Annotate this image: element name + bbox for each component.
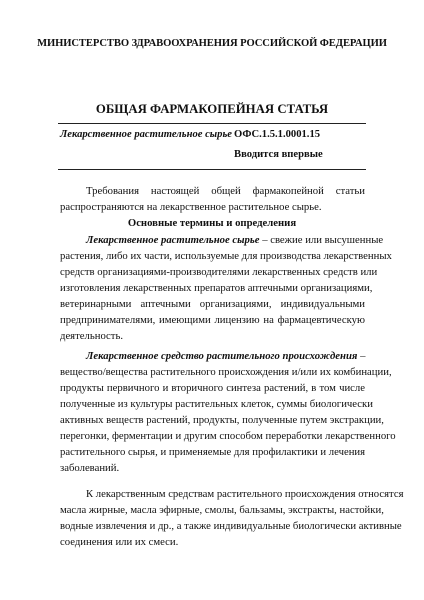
paragraph-line: полученные из культуры растительных клеток, суммы биологически bbox=[60, 398, 373, 410]
paragraph-line: К лекарственным средствам растительного происхождения относятся bbox=[86, 488, 404, 500]
paragraph-line: средств организациями-производителями лекарственных средств или bbox=[60, 266, 378, 278]
paragraph-line: продукты первичного и вторичного синтеза растений, в том числе bbox=[60, 382, 365, 394]
paragraph-line: активных веществ растений, продукты, полученные путем экстракции, bbox=[60, 414, 384, 426]
defined-term: Лекарственное растительное сырье bbox=[86, 234, 260, 246]
definition-start: – свежие или высушенные bbox=[259, 234, 384, 246]
paragraph-line: заболеваний. bbox=[60, 462, 120, 474]
section-heading: Основные термины и определения bbox=[127, 217, 297, 229]
introduced-label: Вводится впервые bbox=[234, 149, 323, 160]
paragraph-line: водные извлечения и др., а также индивидуальные биологически активные bbox=[60, 520, 402, 532]
paragraph-line bbox=[86, 232, 384, 248]
paragraph-line: деятельность. bbox=[60, 330, 124, 342]
paragraph-line bbox=[86, 348, 365, 364]
document-code: ОФС.1.5.1.0001.15 bbox=[234, 129, 321, 140]
defined-term: Лекарственное средство растительного происхождения bbox=[86, 350, 358, 362]
paragraph-line: соединения или их смеси. bbox=[60, 536, 179, 548]
paragraph-line: растительного сырья, и применяемые для профилактики и лечения bbox=[60, 446, 366, 458]
paragraph-line: растения, либо их части, используемые для производства лекарственных bbox=[60, 250, 392, 262]
paragraph-line: ветеринарными аптечными организациями, индивидуальными bbox=[60, 298, 365, 310]
document-name: Лекарственное растительное сырье bbox=[60, 129, 232, 140]
paragraph-line: Требования настоящей общей фармакопейной статьи bbox=[86, 185, 365, 197]
definition-start: – bbox=[357, 350, 366, 362]
article-type-title: ОБЩАЯ ФАРМАКОПЕЙНАЯ СТАТЬЯ bbox=[95, 102, 329, 116]
paragraph-line: перегонки, ферментации и другим способом переработки лекарственного bbox=[60, 430, 396, 442]
paragraph-line: вещество/вещества растительного происхождения и/или их комбинации, bbox=[60, 366, 392, 378]
top-rule bbox=[58, 123, 366, 124]
paragraph-line: изготовления лекарственных препаратов аптечными организациями, bbox=[60, 282, 373, 294]
paragraph-line: распространяются на лекарственное растительное сырье. bbox=[60, 201, 322, 213]
paragraph-line: предпринимателями, имеющими лицензию на фармацевтическую bbox=[60, 314, 365, 326]
bottom-rule bbox=[58, 169, 366, 170]
ministry-header: МИНИСТЕРСТВО ЗДРАВООХРАНЕНИЯ РОССИЙСКОЙ ФЕДЕРАЦИИ bbox=[37, 38, 387, 49]
paragraph-line: масла жирные, масла эфирные, смолы, бальзамы, экстракты, настойки, bbox=[60, 504, 384, 516]
